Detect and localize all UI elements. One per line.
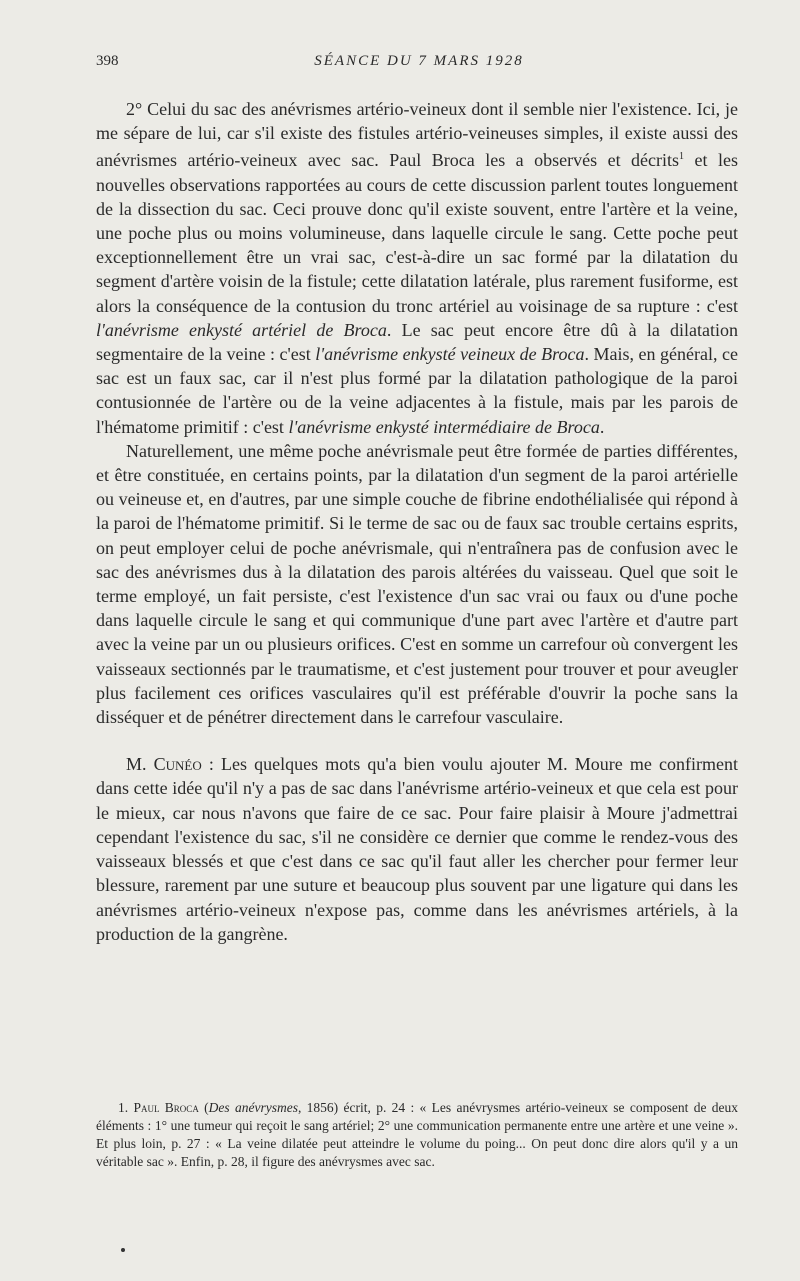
scan-speck: [121, 1248, 125, 1252]
footnote-book-title: Des anévrysmes: [208, 1100, 298, 1115]
paragraph-text: : Les quelques mots qu'a bien voulu ajouter M. Moure me confirment dans cette idée qu'il n'y a pas de sac dans l'anévrisme artério-veineux et que cela est pour le mieux, car nous n'avons que faire de ce sac. Pour faire plaisir à Moure j'admettrai cependant l'existence du sac, s'il ne considère ce dernier que comme le rendez-vous des vaisseaux blessés et que c'est dans ce sac qu'il faut aller les chercher pour fermer leur blessure, rarement par une suture et beaucoup plus souvent par une ligature qui dans les anévrismes artério-veineux n'expose pas, comme dans les anévrismes artériels, à la production de la gangrène.: [96, 754, 738, 944]
page-number: 398: [96, 53, 119, 69]
paragraph-sac: [96, 97, 738, 439]
footnote-text: , 1856) écrit, p. 24 : « Les anévrysmes artério-veineux se composent de deux éléments : 1° une tumeur qui reçoit le sang artériel; 2° une communication permanente entre une artère et une veine ». Et plus loin, p. 27 : « La veine dilatée peut atteindre le volume du poing... On peut donc dire alors qu'il y a un véritable sac ». Enfin, p. 28, il figure des anévrysmes avec sac.: [96, 1100, 739, 1169]
body-text: [96, 97, 738, 946]
paragraph-naturellement: Naturellement, une même poche anévrismale peut être formée de parties différentes, et être constituée, en certains points, par la dilatation d'un segment de la paroi artérielle ou veineuse et, en d'autres, par une simple couche de fibrine endothélialisée qui répond à la paroi de l'hématome primitif. Si le terme de sac ou de faux sac trouble certains esprits, on peut employer celui de poche anévrismale, qui n'entraînera pas de confusion avec le sac des anévrismes dus à la dilatation des parois altérées du vaisseau. Quel que soit le terme employé, un fait persiste, c'est l'existence d'un sac vrai ou faux ou d'une poche dans laquelle circule le sang et qui communique d'une part avec l'artère et d'autre part avec la veine par un ou plusieurs orifices. C'est en somme un carrefour où convergent les vaisseaux sectionnés par le traumatisme, et c'est justement pour trouver et pour aveugler plus facilement ces orifices vasculaires qu'il est préférable d'ouvrir la poche sans la disséquer et de pénétrer directement dans le carrefour vasculaire.: [96, 440, 738, 728]
speaker-name: M. Cunéo: [126, 754, 202, 775]
paragraph-text: .: [599, 416, 605, 437]
running-title: SÉANCE DU 7 MARS 1928: [314, 53, 524, 69]
footnotes: [96, 1099, 738, 1171]
page-header: [96, 53, 742, 75]
footnote-ref: 1: [679, 151, 685, 163]
footnote-1: [96, 1099, 738, 1171]
term-intermediaire: l'anévrisme enkysté intermédiaire de Broca: [288, 416, 600, 437]
term-veineux: l'anévrisme enkysté veineux de Broca: [315, 344, 585, 365]
paragraph-text: et les nouvelles observations rapportées au cours de cette discussion parlent toutes longuement de la dissection du sac. Ceci prouve donc qu'il existe souvent, entre l'artère et la veine, une poche plus ou moins volumineuse, dans laquelle circule le sang. Cette poche peut exceptionnellement être un vrai sac, c'est-à-dire un sac formé par la dilatation du segment d'artère voisin de la fistule; cette dilatation latérale, plus rarement fusiforme, est alors la conséquence de la contusion du tronc artériel au voisinage de sa rupture : c'est: [96, 150, 738, 316]
footnote-text: (: [198, 1100, 209, 1115]
paragraph-text: 2° Celui du sac des anévrismes artério-veineux dont il semble nier l'existence. Ici, je me sépare de lui, car s'il existe des fistules artério-veineuses simples, il existe aussi des anévrismes artério-veineux avec sac. Paul Broca les a observés et décrits: [96, 99, 738, 171]
footnote-number: 1.: [118, 1100, 129, 1115]
paragraph-text: . Le sac peut encore être dû à la dilatation segmentaire de la veine : c'est: [96, 319, 739, 365]
paragraph-text: . Mais, en général, ce sac est un faux sac, car il n'est plus formé par la dilatation pathologique de la paroi contusionnée de l'artère ou de la veine adjacentes à la fistule, mais par les parois de l'hématome primitif : c'est: [96, 344, 738, 437]
footnote-author: Paul Broca: [133, 1100, 199, 1115]
term-arteriel: l'anévrisme enkysté artériel de Broca: [96, 319, 387, 340]
paragraph-cuneo: [96, 752, 738, 946]
